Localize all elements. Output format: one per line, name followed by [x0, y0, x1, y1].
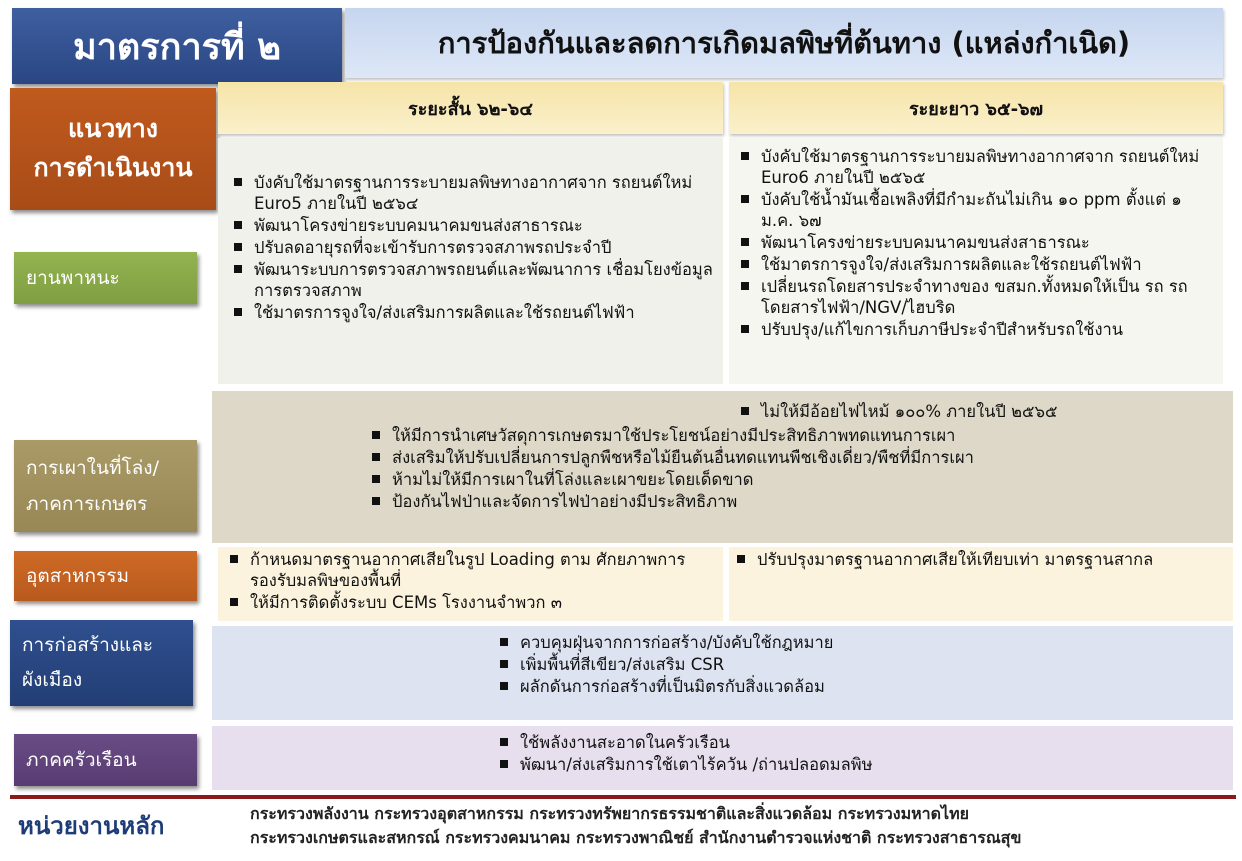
- industry-long-term-panel: [729, 547, 1233, 621]
- burning-panel: [212, 391, 1233, 543]
- list-item: ให้มีการนำเศษวัสดุการเกษตรมาใช้ประโยชน์อย่างมีประสิทธิภาพทดแทนการเผา: [370, 425, 1233, 446]
- list-item: ควบคุมฝุ่นจากการก่อสร้าง/บังคับใช้กฎหมาย: [498, 632, 1233, 653]
- label-burn: [14, 440, 197, 532]
- construction-panel: [212, 626, 1233, 720]
- footer-title: หน่วยงานหลัก: [18, 812, 165, 840]
- list-item: เปลี่ยนรถโดยสารประจำทางของ ขสมก.ทั้งหมดให้เป็น รถ รถโดยสารไฟฟ้า/NGV/ไฮบริด: [739, 276, 1217, 318]
- column-header-short-term: ระยะสั้น ๖๒-๖๔: [218, 82, 723, 134]
- list-item: บังคับใช้มาตรฐานการระบายมลพิษทางอากาศจาก รถยนต์ใหม่ Euro5 ภายในปี ๒๕๖๔: [232, 172, 713, 214]
- list-item: ปรับปรุง/แก้ไขการเก็บภาษีประจำปีสำหรับรถใช้งาน: [739, 319, 1217, 340]
- list-item: ส่งเสริมให้ปรับเปลี่ยนการปลูกพืชหรือไม้ยืนต้นอื่นทดแทนพืชเชิงเดี่ยว/พืชที่มีการเผา: [370, 447, 1233, 468]
- label-vehicle: ยานพาหนะ: [14, 252, 197, 304]
- list-item: พัฒนาโครงข่ายระบบคมนาคมขนส่งสาธารณะ: [739, 232, 1217, 253]
- list-item: ปรับลดอายุรถที่จะเข้ารับการตรวจสภาพรถประจำปี: [232, 237, 713, 258]
- label-household: ภาคครัวเรือน: [14, 734, 197, 786]
- footer-agencies-line2: กระทรวงเกษตรและสหกรณ์ กระทรวงคมนาคม กระทรวงพาณิชย์ สำนักงานตำรวจแห่งชาติ กระทรวงสาธารณสุข: [250, 828, 1022, 847]
- list-item: พัฒนาโครงข่ายระบบคมนาคมขนส่งสาธารณะ: [232, 215, 713, 236]
- vehicle-short-term-panel: [218, 138, 723, 384]
- vehicle-long-term-panel: [729, 138, 1223, 384]
- list-item: ห้ามไม่ให้มีการเผาในที่โล่งและเผาขยะโดยเด็ดขาด: [370, 469, 1233, 490]
- industry-short-term-panel: [218, 547, 723, 621]
- label-approach-line1: แนวทาง: [68, 114, 158, 144]
- list-item: พัฒนาระบบการตรวจสภาพรถยนต์และพัฒนาการ เชื่อมโยงข้อมูลการตรวจสภาพ: [232, 259, 713, 301]
- label-industry: อุตสาหกรรม: [14, 551, 197, 601]
- footer-agencies: [250, 802, 1021, 850]
- list-item: บังคับใช้น้ำมันเชื้อเพลิงที่มีกำมะถันไม่เกิน ๑๐ ppm ตั้งแต่ ๑ ม.ค. ๖๗: [739, 189, 1217, 231]
- list-item: บังคับใช้มาตรฐานการระบายมลพิษทางอากาศจาก รถยนต์ใหม่ Euro6 ภายในปี ๒๕๖๕: [739, 146, 1217, 188]
- label-burn-line2: ภาคการเกษตร: [26, 493, 148, 515]
- footer-divider: [10, 795, 1236, 799]
- label-construct-line2: ผังเมือง: [22, 669, 83, 691]
- list-item: เพิ่มพื้นที่สีเขียว/ส่งเสริม CSR: [498, 654, 1233, 675]
- label-approach-line2: การดำเนินงาน: [33, 153, 193, 182]
- list-item: พัฒนา/ส่งเสริมการใช้เตาไร้ควัน /ถ่านปลอดมลพิษ: [498, 754, 1233, 775]
- household-panel: [212, 726, 1233, 790]
- label-construct-line1: การก่อสร้างและ: [22, 633, 154, 656]
- list-item: ให้มีการติดตั้งระบบ CEMs โรงงานจำพวก ๓: [228, 592, 713, 613]
- column-header-long-term: ระยะยาว ๖๕-๖๗: [729, 82, 1223, 134]
- list-item: ใช้มาตรการจูงใจ/ส่งเสริมการผลิตและใช้รถยนต์ไฟฟ้า: [232, 302, 713, 323]
- list-item: ใช้พลังงานสะอาดในครัวเรือน: [498, 732, 1233, 753]
- list-item: ใช้มาตรการจูงใจ/ส่งเสริมการผลิตและใช้รถยนต์ไฟฟ้า: [739, 254, 1217, 275]
- measure-title: มาตรการที่ ๒: [12, 8, 342, 84]
- list-item: ปรับปรุงมาตรฐานอากาศเสียให้เทียบเท่า มาตรฐานสากล: [735, 549, 1223, 570]
- footer-agencies-line1: กระทรวงพลังงาน กระทรวงอุตสาหกรรม กระทรวงทรัพยากรธรรมชาติและสิ่งแวดล้อม กระทรวงมหาดไทย: [250, 804, 970, 823]
- label-construct: [10, 620, 193, 706]
- list-item: ก้าหนดมาตรฐานอากาศเสียในรูป Loading ตาม ศักยภาพการรองรับมลพิษของพื้นที่: [228, 549, 713, 591]
- label-approach: [10, 88, 216, 210]
- page-title: การป้องกันและลดการเกิดมลพิษที่ต้นทาง (แหล่งกำเนิด): [345, 8, 1223, 78]
- list-item: ไม่ให้มีอ้อยไฟไหม้ ๑๐๐% ภายในปี ๒๕๖๕: [739, 401, 1233, 422]
- list-item: ผลักดันการก่อสร้างที่เป็นมิตรกับสิ่งแวดล้อม: [498, 676, 1233, 697]
- list-item: ป้องกันไฟป่าและจัดการไฟป่าอย่างมีประสิทธิภาพ: [370, 491, 1233, 512]
- label-burn-line1: การเผาในที่โล่ง/: [26, 456, 159, 479]
